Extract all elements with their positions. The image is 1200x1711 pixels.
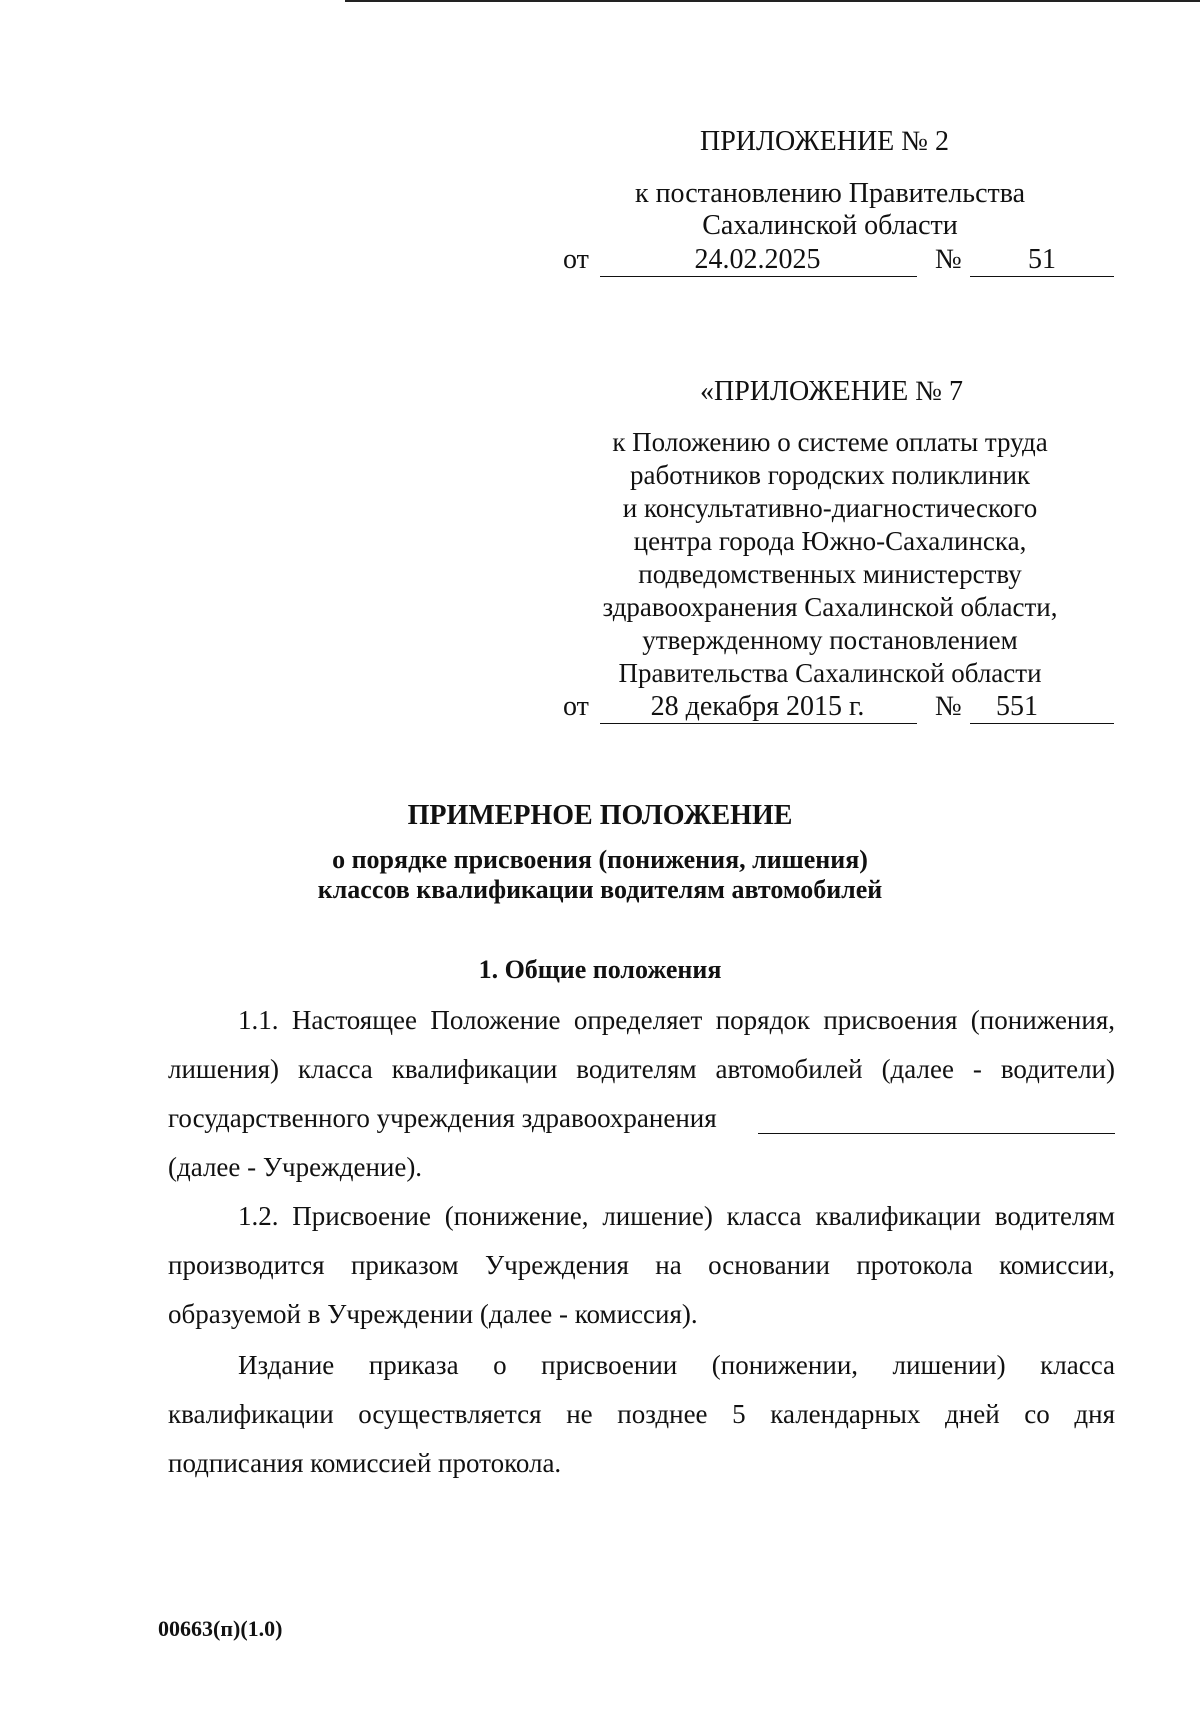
paragraph-1-1-line4: (далее - Учреждение). xyxy=(168,1152,423,1182)
text-line: 1.1. Настоящее Положение определяет порядок присвоения (понижения, xyxy=(238,1005,1115,1035)
appendix7-date-underline xyxy=(600,723,917,724)
paragraph-1-1-line3: государственного учреждения здравоохранения xyxy=(168,1103,717,1133)
appendix7-line: подведомственных министерству xyxy=(638,559,1022,589)
appendix2-number-label: № xyxy=(935,244,962,275)
text-line: Издание приказа о присвоении (понижении, лишении) класса xyxy=(238,1350,1115,1380)
appendix7-line: работников городских поликлиник xyxy=(629,460,1031,490)
appendix7-from-label: от xyxy=(563,691,589,722)
paragraph-1-2-line2: производится приказом Учреждения на основании протокола комиссии, xyxy=(168,1250,1115,1280)
text-line: 1.2. Присвоение (понижение, лишение) класса квалификации водителям xyxy=(238,1201,1115,1231)
appendix2-line1: к постановлению Правительства xyxy=(634,178,1026,209)
document-code: 00663(п)(1.0) xyxy=(158,1616,283,1641)
appendix2-line2: Сахалинской области xyxy=(702,210,958,241)
section-heading: 1. Общие положения xyxy=(478,955,722,984)
appendix7-description xyxy=(560,426,1100,690)
paragraph-3-line3: подписания комиссией протокола. xyxy=(168,1448,562,1478)
paragraph-3-line1 xyxy=(168,1349,1115,1382)
appendix7-number: 551 xyxy=(996,691,1038,722)
appendix7-line: Правительства Сахалинской области xyxy=(618,658,1042,688)
appendix7-line: здравоохранения Сахалинской области, xyxy=(602,592,1058,622)
document-subtitle-line2: классов квалификации водителям автомобилей xyxy=(317,875,883,904)
appendix2-title: ПРИЛОЖЕНИЕ № 2 xyxy=(700,126,949,157)
appendix2-number: 51 xyxy=(1028,244,1056,275)
appendix7-line: к Положению о системе оплаты труда xyxy=(612,427,1048,457)
appendix7-number-label: № xyxy=(935,691,962,722)
top-border-line xyxy=(345,0,1200,2)
appendix2-date-underline xyxy=(600,276,917,277)
appendix7-number-underline xyxy=(970,723,1114,724)
document-subtitle-line1: о порядке присвоения (понижения, лишения) xyxy=(332,845,868,874)
appendix7-line: утвержденному постановлением xyxy=(642,625,1018,655)
paragraph-3-line2: квалификации осуществляется не позднее 5 календарных дней со дня xyxy=(168,1399,1115,1429)
appendix7-line: и консультативно-диагностического xyxy=(622,493,1038,523)
paragraph-1-2-line1 xyxy=(168,1200,1115,1233)
paragraph-1-2-line3: образуемой в Учреждении (далее - комиссия). xyxy=(168,1299,698,1329)
paragraph-1-1-line1 xyxy=(168,1004,1115,1037)
institution-name-blank xyxy=(758,1133,1115,1134)
appendix2-date: 24.02.2025 xyxy=(694,244,821,275)
appendix2-number-underline xyxy=(970,276,1114,277)
appendix2-from-label: от xyxy=(563,244,589,275)
paragraph-1-1-line2: лишения) класса квалификации водителям автомобилей (далее - водители) xyxy=(168,1054,1115,1084)
document-title: ПРИМЕРНОЕ ПОЛОЖЕНИЕ xyxy=(407,800,793,831)
appendix7-date: 28 декабря 2015 г. xyxy=(650,691,865,722)
appendix7-title: «ПРИЛОЖЕНИЕ № 7 xyxy=(700,376,963,407)
appendix7-line: центра города Южно-Сахалинска, xyxy=(633,526,1027,556)
